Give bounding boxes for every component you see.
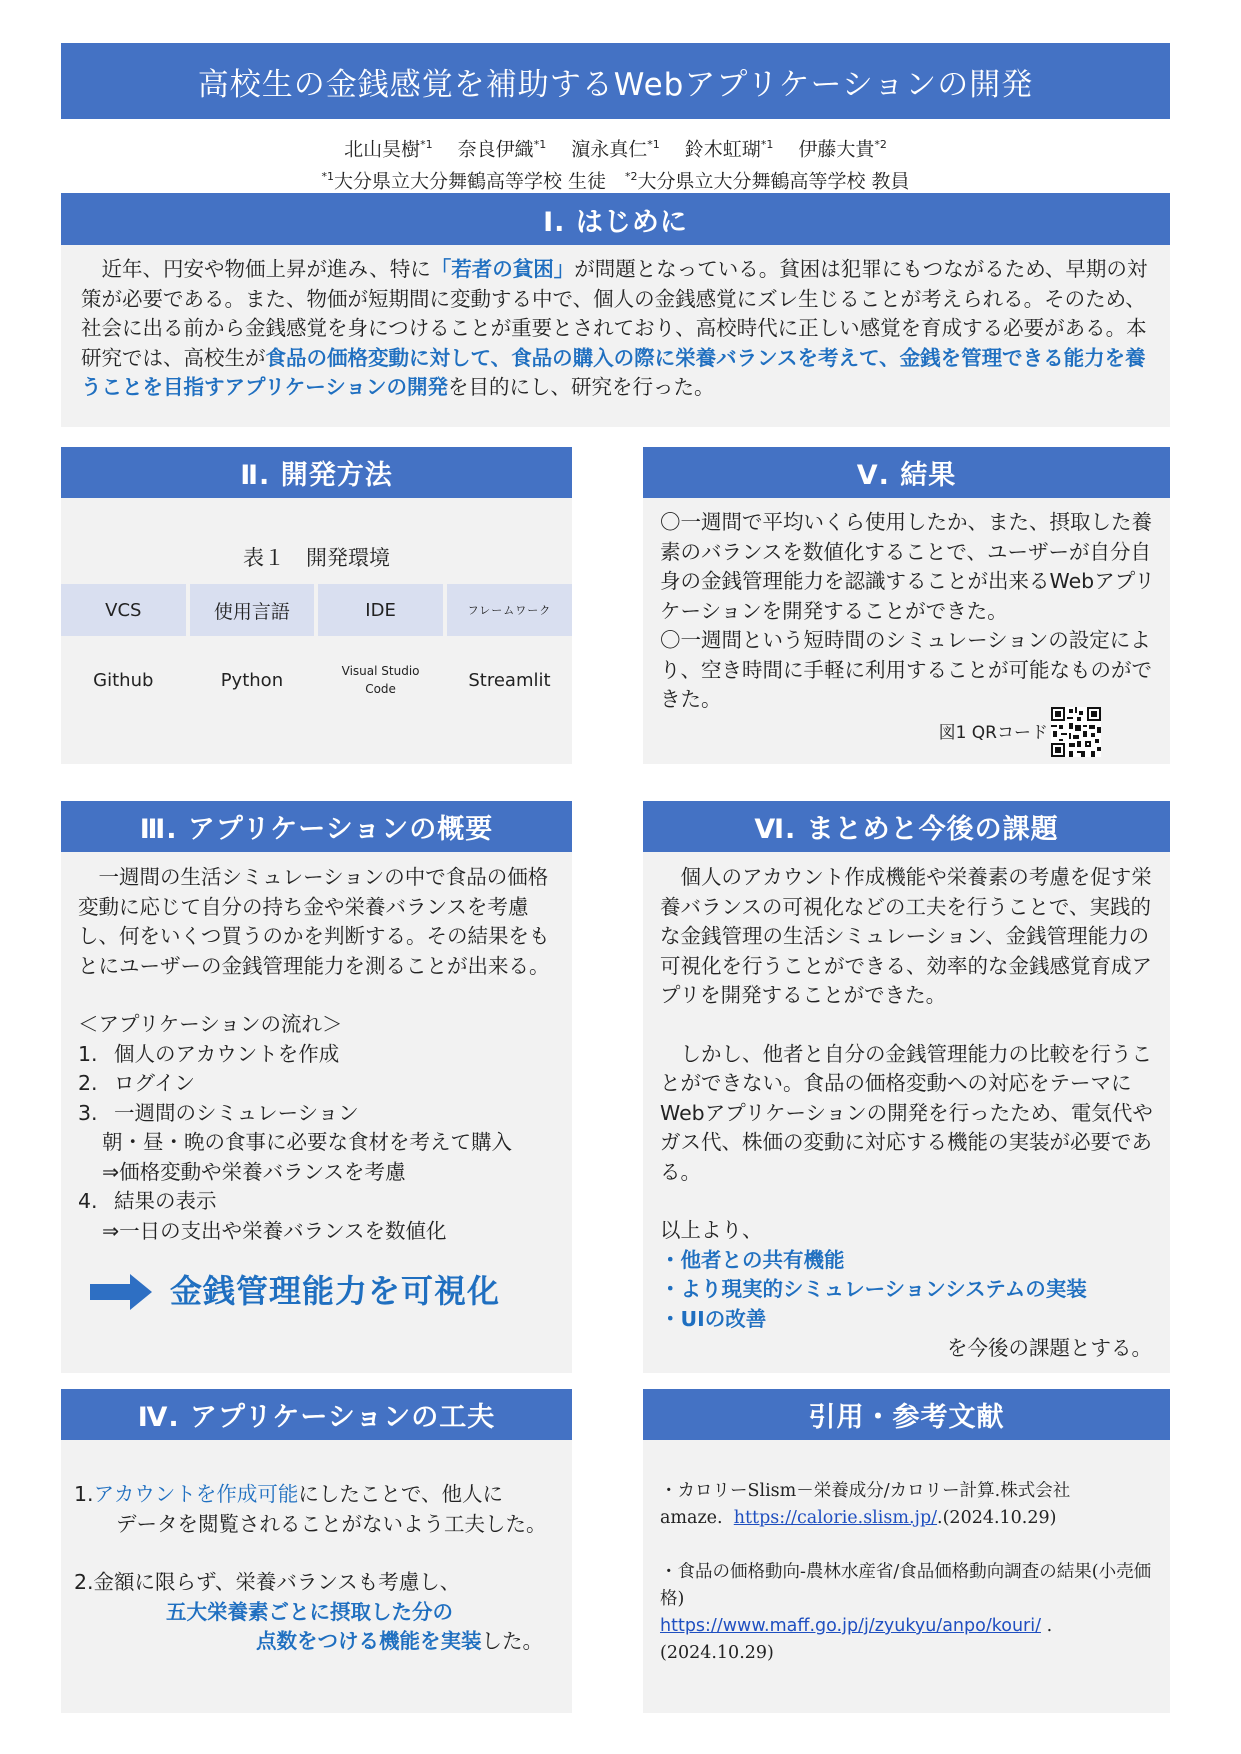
intro-text: を目的にし、研究を行った。 bbox=[447, 375, 715, 399]
section-5-heading-text: Ⅴ. 結果 bbox=[856, 460, 957, 491]
feature-text: にしたことで、他人に bbox=[298, 1482, 503, 1506]
feature-point-2-cont bbox=[74, 1627, 562, 1657]
table-header-cell: IDE bbox=[318, 584, 443, 636]
affil-mark: *1 bbox=[321, 170, 334, 184]
section-1-body bbox=[61, 245, 1170, 427]
summary-paragraph-3: 以上より、 bbox=[660, 1218, 763, 1242]
author: 鈴木虹瑚 bbox=[684, 138, 761, 161]
flow-item-number: 3. bbox=[78, 1100, 98, 1125]
qr-code-icon[interactable] bbox=[1051, 707, 1101, 757]
summary-paragraph-1: 個人のアカウント作成機能や栄養素の考慮を促す栄養バランスの可視化などの工夫を行うことで、実践的な金銭管理の生活シミュレーション、金銭管理能力の可視化を行うことができる、効率的な金銭感覚育成アプリを開発することができた。 bbox=[660, 865, 1152, 1007]
reference-1 bbox=[660, 1478, 1156, 1532]
author: 濵永真仁 bbox=[571, 138, 648, 161]
section-3-heading-text: Ⅲ. アプリケーションの概要 bbox=[139, 814, 494, 845]
section-1-heading-text: Ⅰ. はじめに bbox=[543, 206, 688, 238]
flow-item-text: 朝・昼・晩の食事に必要な食材を考えて購入 bbox=[102, 1130, 512, 1154]
table-cell: Python bbox=[190, 636, 315, 724]
table-header-cell: 使用言語 bbox=[190, 584, 315, 636]
table-caption: 表１ 開発環境 bbox=[243, 546, 390, 570]
section-6-heading-text: Ⅵ. まとめと今後の課題 bbox=[754, 814, 1059, 845]
feature-number: 1. bbox=[74, 1482, 94, 1506]
author-mark: *2 bbox=[874, 138, 887, 151]
table-cell: Github bbox=[61, 636, 186, 724]
flow-title: ＜アプリケーションの流れ＞ bbox=[78, 1012, 343, 1036]
table-header-cell: VCS bbox=[61, 584, 186, 636]
flow-item bbox=[78, 1069, 558, 1099]
reference-date: .(2024.10.29) bbox=[660, 1616, 1053, 1663]
feature-point-2: 2.金額に限らず、栄養バランスも考慮し、 bbox=[74, 1570, 461, 1594]
arrow-right-icon bbox=[90, 1274, 152, 1310]
future-task-item: ・より現実的シミュレーションシステムの実装 bbox=[660, 1277, 1087, 1301]
reference-date: .(2024.10.29) bbox=[937, 1508, 1057, 1528]
qr-figure bbox=[660, 719, 1156, 749]
section-2-heading bbox=[61, 447, 572, 498]
result-paragraph-1: 〇一週間で平均いくら使用したか、また、摂取した養素のバランスを数値化することで、ユーザーが自分自身の金銭管理能力を認識することが出来るWebアプリケーションを開発することができた。 bbox=[660, 510, 1155, 623]
result-paragraph-2: 〇一週間という短時間のシミュレーションの設定により、空き時間に手軽に利用することが可能なものができた。 bbox=[660, 628, 1152, 711]
future-task-item: ・他者との共有機能 bbox=[660, 1247, 845, 1272]
feature-highlight-account: アカウントを作成可能 bbox=[93, 1482, 299, 1506]
section-6-heading bbox=[643, 801, 1170, 852]
section-3-body bbox=[61, 852, 572, 1373]
summary-closing: を今後の課題とする。 bbox=[947, 1336, 1152, 1360]
section-4-heading bbox=[61, 1389, 572, 1440]
reference-link[interactable]: https://calorie.slism.jp/ bbox=[733, 1508, 938, 1528]
flow-item bbox=[78, 1217, 558, 1247]
author-mark: *1 bbox=[647, 138, 660, 151]
section-3-heading bbox=[61, 801, 572, 852]
references-heading-text: 引用・参考文献 bbox=[808, 1402, 1005, 1433]
flow-item bbox=[78, 1040, 558, 1070]
references-body bbox=[643, 1440, 1170, 1713]
future-task-item: ・UIの改善 bbox=[660, 1306, 767, 1331]
affiliation-line bbox=[61, 163, 1170, 195]
flow-item-number: 1. bbox=[78, 1041, 98, 1066]
author-mark: *1 bbox=[420, 138, 433, 151]
table-row bbox=[61, 636, 572, 724]
intro-text: が問題となっている。貧困は犯罪にもつながるため、早期の対策が必要である。また、物価が短期間に変動する中で、個人の金銭感覚にズレ生じることが考えられる。そのため、社会に出る前から金銭感覚を身につけることが重要とされており、高校時代に正しい感覚を育成する必要がある。本研究では、高校生が bbox=[81, 257, 1148, 370]
flow-item bbox=[78, 1099, 558, 1129]
feature-highlight-nutrients: 五大栄養素ごとに摂取した分の bbox=[166, 1599, 453, 1624]
poster-title-text: 高校生の金銭感覚を補助するWebアプリケーションの開発 bbox=[197, 66, 1034, 103]
flow-item bbox=[78, 1128, 558, 1158]
affiliation-students: 大分県立大分舞鶴高等学校 生徒 bbox=[333, 170, 606, 193]
flow-item bbox=[78, 1158, 558, 1188]
reference-link[interactable]: https://www.maff.go.jp/j/zyukyu/anpo/kouri/ bbox=[660, 1616, 1041, 1636]
reference-text: ・食品の価格動向-農林水産省/食品価格動向調査の結果(小売価格) bbox=[660, 1562, 1152, 1609]
flow-item bbox=[78, 1187, 558, 1217]
table-cell: Visual Studio Code bbox=[318, 636, 443, 724]
feature-point-1-cont: データを閲覧されることがないよう工夫した。 bbox=[116, 1511, 547, 1536]
qr-caption: 図1 QRコード bbox=[938, 722, 1048, 743]
section-2-body bbox=[61, 498, 572, 764]
references-heading bbox=[643, 1389, 1170, 1440]
conclusion-row bbox=[78, 1274, 558, 1310]
intro-highlight-goal: 食品の価格変動に対して、食品の購入の際に栄養バランスを考えて、金銭を管理できる能力を養うことを目指すアプリケーションの開発 bbox=[81, 345, 1146, 399]
section-5-heading bbox=[643, 447, 1170, 498]
intro-highlight-poverty: 「若者の貧困」 bbox=[430, 257, 575, 281]
author: 伊藤大貴 bbox=[798, 138, 875, 161]
author-mark: *1 bbox=[533, 138, 547, 151]
table-cell: Streamlit bbox=[447, 636, 572, 724]
section-2-heading-text: Ⅱ. 開発方法 bbox=[240, 460, 393, 491]
intro-paragraph bbox=[81, 255, 1152, 403]
feature-highlight-scoring: 点数をつける機能を実装 bbox=[256, 1629, 482, 1653]
summary-paragraph-2: しかし、他者と自分の金銭管理能力の比較を行うことができない。食品の価格変動への対応をテーマにWebアプリケーションの開発を行ったため、電気代やガス代、株価の変動に対応する機能の実装が必要である。 bbox=[660, 1041, 1153, 1184]
flow-item-text: ⇒一日の支出や栄養バランスを数値化 bbox=[102, 1218, 447, 1243]
author-line bbox=[61, 131, 1170, 163]
conclusion-text: 金銭管理能力を可視化 bbox=[170, 1272, 501, 1311]
authors-block bbox=[61, 131, 1170, 196]
reference-text: ・カロリーSlism－栄養成分/カロリー計算.株式会社amaze. bbox=[660, 1481, 1071, 1528]
section-4-body bbox=[61, 1440, 572, 1713]
table-header-cell: フレームワーク bbox=[447, 584, 572, 636]
flow-item-text: 個人のアカウントを作成 bbox=[114, 1041, 340, 1066]
flow-item-number: 2. bbox=[78, 1071, 98, 1095]
author: 奈良伊織 bbox=[457, 138, 534, 161]
flow-item-text: 結果の表示 bbox=[114, 1189, 217, 1213]
author: 北山昊樹 bbox=[344, 138, 421, 161]
overview-paragraph: 一週間の生活シミュレーションの中で食品の価格変動に応じて自分の持ち金や栄養バランスを考慮し、何をいくつ買うのかを判断する。その結果をもとにユーザーの金銭管理能力を測ることが出来る。 bbox=[78, 865, 550, 978]
flow-item-text: ⇒価格変動や栄養バランスを考慮 bbox=[102, 1159, 406, 1184]
section-4-heading-text: Ⅳ. アプリケーションの工夫 bbox=[137, 1402, 496, 1433]
table-header-row bbox=[61, 584, 572, 636]
reference-2 bbox=[660, 1559, 1156, 1667]
intro-text: 近年、円安や物価上昇が進み、特に bbox=[101, 257, 431, 281]
feature-text: した。 bbox=[481, 1629, 543, 1653]
section-1-heading bbox=[61, 193, 1170, 245]
dev-env-table bbox=[57, 584, 576, 724]
affil-mark: *2 bbox=[625, 170, 638, 184]
flow-item-text: 一週間のシミュレーション bbox=[114, 1100, 359, 1125]
flow-item-text: ログイン bbox=[114, 1071, 195, 1095]
section-5-body bbox=[643, 498, 1170, 764]
flow-item-number: 4. bbox=[78, 1189, 98, 1213]
feature-point-1 bbox=[74, 1480, 562, 1510]
section-6-body bbox=[643, 852, 1170, 1373]
flow-list bbox=[78, 1040, 558, 1247]
affiliation-teachers: 大分県立大分舞鶴高等学校 教員 bbox=[637, 170, 910, 193]
author-mark: *1 bbox=[760, 138, 774, 151]
poster-title bbox=[61, 43, 1170, 119]
